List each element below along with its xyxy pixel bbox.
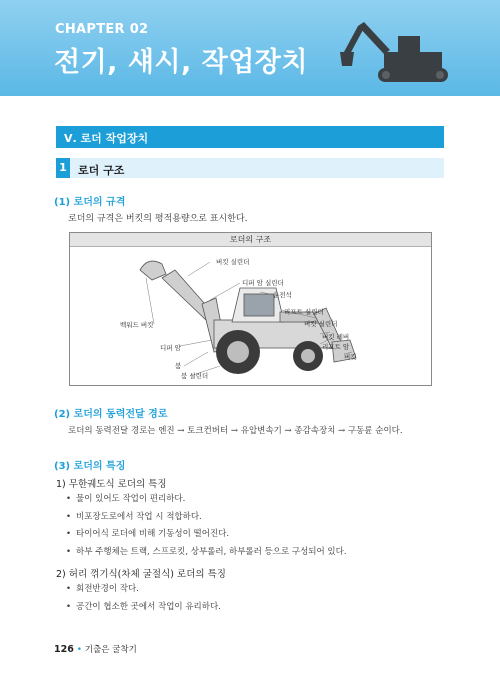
features-heading: (3) 로더의 특징 [54, 461, 126, 472]
label-dipper-arm: 디퍼 암 [160, 344, 181, 352]
label-lift-arm: 리프트 암 [322, 343, 350, 351]
loader-structure-figure [69, 232, 432, 386]
chapter-header [0, 0, 500, 96]
list-item: • 타이어식 로더에 비해 기동성이 떨어진다. [66, 529, 230, 539]
spec-heading: (1) 로더의 규격 [54, 197, 126, 208]
chapter-label: CHAPTER 02 [55, 22, 149, 37]
list-item: • 공간이 협소한 곳에서 작업이 유리하다. [66, 602, 221, 612]
section-title: Ⅴ. 로더 작업장치 [64, 132, 149, 145]
backhoe-loader-illustration [70, 248, 433, 386]
list-item: • 물이 있어도 작업이 편리하다. [66, 494, 186, 504]
power-heading: (2) 로더의 동력전달 경로 [54, 409, 168, 420]
label-bucket-lever: 버킷 레버 [322, 333, 350, 341]
label-cab: 운전석 [273, 291, 292, 299]
subsection-number: 1 [56, 158, 70, 178]
footer-separator: • [76, 645, 82, 655]
label-backhoe-bucket: 백워드 버킷 [120, 321, 154, 329]
label-dipper-arm-cylinder: 디퍼 암 실린더 [242, 279, 284, 287]
excavator-icon [338, 22, 460, 94]
subsection-title: 로더 구조 [78, 164, 125, 177]
label-lift-cylinder: 리프트 실린더 [284, 308, 324, 316]
page-number: 126 [54, 644, 74, 655]
book-title: 기출은 굴착기 [84, 645, 137, 655]
label-boom-cylinder: 붐 실린더 [181, 372, 209, 380]
spec-text: 로더의 규격은 버킷의 평적용량으로 표시한다. [68, 214, 248, 224]
subsection-bar [56, 158, 444, 178]
label-bucket-cylinder: 버킷 실린더 [304, 320, 338, 328]
label-bucket: 버킷 [344, 353, 357, 361]
page-footer [54, 643, 137, 655]
power-text: 로더의 동력전달 경로는 엔진 → 토크컨버터 → 유압변속기 → 종감속장치 → 구동륜 순이다. [68, 426, 403, 436]
figure-caption: 로더의 구조 [70, 233, 431, 247]
chapter-title: 전기, 섀시, 작업장치 [54, 47, 308, 78]
articulated-heading: 2) 허리 꺾기식(차체 굴절식) 로더의 특징 [56, 569, 226, 580]
crawler-heading: 1) 무한궤도식 로더의 특징 [56, 479, 167, 490]
list-item: • 하부 주행체는 트랙, 스프로킷, 상부롤러, 하부롤러 등으로 구성되어 있다. [66, 547, 347, 557]
label-bucket-cylinder-top: 버킷 실린더 [216, 258, 250, 266]
list-item: • 비포장도로에서 작업 시 적합하다. [66, 512, 202, 522]
list-item: • 회전반경이 작다. [66, 584, 139, 594]
label-boom: 붐 [175, 362, 182, 370]
section-bar [56, 126, 444, 148]
